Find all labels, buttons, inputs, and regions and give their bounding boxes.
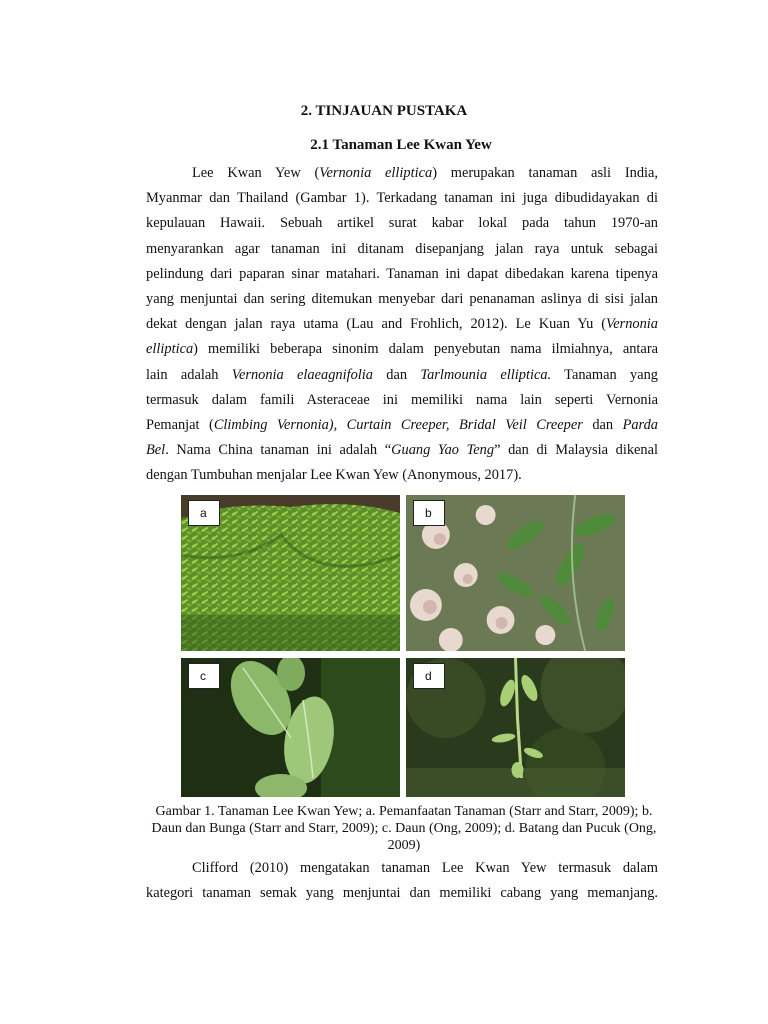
text-line: kepulauan Hawaii. Sebuah artikel surat kabar lokal pada tahun 1970-an [146, 215, 658, 232]
text-line: menyarankan agar tanaman ini ditanam disepanjang jalan raya untuk sebagai [146, 240, 658, 257]
panel-label-a: a [188, 500, 220, 526]
photo-leaf-closeup [181, 658, 400, 797]
text-line: yang menjuntai dan sering ditemukan menyebar dari penanaman aslinya di sisi jalan [146, 291, 658, 308]
panel-label-b: b [413, 500, 445, 526]
panel-label-c: c [188, 663, 220, 689]
text-line: dengan Tumbuhan menjalar Lee Kwan Yew (Anonymous, 2017). [146, 467, 522, 484]
subsection-heading: 2.1 Tanaman Lee Kwan Yew [310, 137, 492, 153]
text-line: lain adalah Vernonia elaeagnifolia dan Tarlmounia elliptica. Tanaman yang [146, 366, 658, 383]
paragraph-clifford [146, 856, 658, 906]
section-heading: 2. TINJAUAN PUSTAKA [300, 103, 468, 119]
text-line: dekat dengan jalan raya utama (Lau and Frohlich, 2012). Le Kuan Yu (Vernonia [146, 316, 658, 333]
text-line: elliptica) memiliki beberapa sinonim dalam penyebutan nama ilmiahnya, antara [146, 341, 658, 358]
text-line: Lee Kwan Yew (Vernonia elliptica) merupakan tanaman asli India, [192, 165, 658, 181]
figure-1 [181, 495, 626, 797]
photo-leaves-flowers [406, 495, 626, 651]
text-line: pelindung dari paparan sinar matahari. Tanaman ini dapat dibedakan karena tipenya [146, 265, 658, 282]
figure-caption: Gambar 1. Tanaman Lee Kwan Yew; a. Pemanfaatan Tanaman (Starr and Starr, 2009); b. Daun dan Bunga (Starr and Starr, 2009); c. Daun (Ong, 2009); d. Batang dan Pucuk (Ong, 2009) [151, 804, 657, 853]
text-line: Myanmar dan Thailand (Gambar 1). Terkadang tanaman ini juga dibudidayakan di [146, 190, 658, 207]
text-line: Pemanjat (Climbing Vernonia), Curtain Creeper, Bridal Veil Creeper dan Parda [146, 417, 659, 434]
photo-stem-shoot [406, 658, 626, 797]
photo-hedge [181, 495, 400, 651]
text-line: Clifford (2010) mengatakan tanaman Lee Kwan Yew termasuk dalam [192, 860, 658, 876]
text-line: termasuk dalam famili Asteraceae ini memiliki nama lain seperti Vernonia [146, 391, 658, 408]
paragraph-intro [146, 161, 658, 489]
text-line: kategori tanaman semak yang menjuntai dan memiliki cabang yang memanjang. [146, 885, 658, 902]
text-line: Bel. Nama China tanaman ini adalah “Guang Yao Teng” dan di Malaysia dikenal [146, 442, 659, 459]
panel-label-d: d [413, 663, 445, 689]
